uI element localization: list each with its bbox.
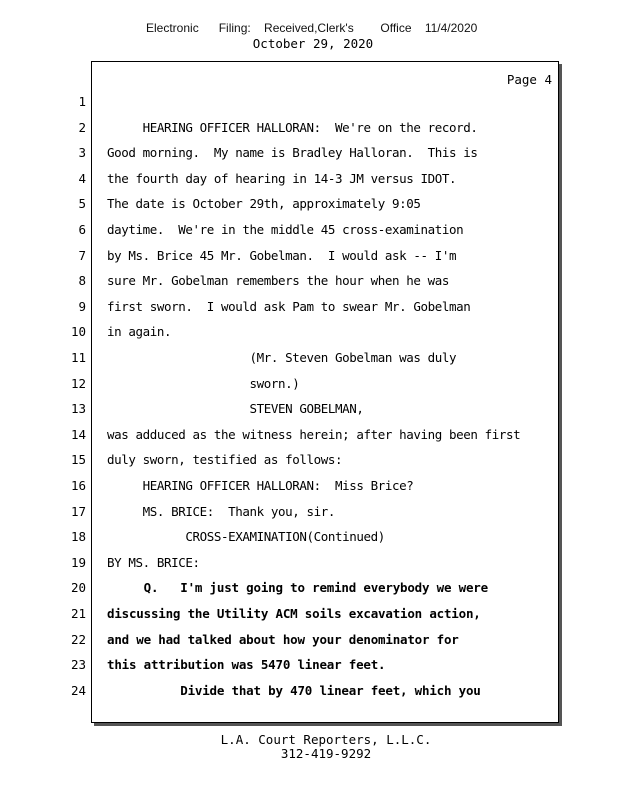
line-number: 14 [70, 426, 86, 442]
transcript-line [0, 553, 618, 573]
transcript-line [0, 630, 618, 650]
line-number: 19 [70, 554, 86, 570]
line-text: the fourth day of hearing in 14-3 JM versus IDOT. [107, 170, 457, 186]
line-number: 4 [78, 170, 86, 186]
line-text: MS. BRICE: Thank you, sir. [107, 503, 336, 519]
line-number: 21 [70, 606, 86, 621]
line-text: sworn.) [107, 375, 300, 391]
transcript-line [0, 297, 618, 317]
transcript-date: October 29, 2020 [252, 36, 374, 51]
line-text: BY MS. BRICE: [107, 554, 200, 570]
line-number: 15 [70, 452, 86, 468]
line-text: was adduced as the witness herein; after having been first [107, 426, 521, 442]
line-number: 17 [70, 503, 86, 519]
transcript-line [0, 118, 618, 138]
transcript-line [0, 425, 618, 445]
transcript-line [0, 322, 618, 342]
transcript-line [0, 169, 618, 189]
line-number: 18 [70, 529, 86, 545]
line-text: and we had talked about how your denominator for [107, 631, 459, 647]
transcript-line [0, 374, 618, 394]
transcript-line [0, 450, 618, 470]
line-number: 9 [78, 298, 86, 314]
line-text: first sworn. I would ask Pam to swear Mr. Gobelman [107, 298, 471, 314]
line-text: Q. I'm just going to remind everybody we were [107, 580, 488, 596]
line-number: 11 [70, 350, 86, 365]
line-number: 1 [78, 94, 86, 109]
transcript-line [0, 246, 618, 266]
line-text: in again. [107, 324, 172, 340]
transcript-line [0, 655, 618, 675]
line-number: 6 [78, 222, 86, 237]
reporter-phone: 312-419-9292 [280, 746, 372, 761]
page-number: Page 4 [506, 72, 552, 87]
line-text: HEARING OFFICER HALLORAN: Miss Brice? [107, 478, 414, 493]
reporter-company: L.A. Court Reporters, L.L.C. [220, 732, 432, 747]
line-text: sure Mr. Gobelman remembers the hour when he was [107, 273, 450, 289]
transcript-line [0, 271, 618, 291]
line-number: 10 [70, 324, 86, 340]
line-number: 3 [78, 145, 86, 161]
transcript-line [0, 399, 618, 419]
transcript-line [0, 143, 618, 163]
transcript-line [0, 578, 618, 598]
line-text: by Ms. Brice 45 Mr. Gobelman. I would ask -- I'm [107, 247, 457, 263]
transcript-line [0, 194, 618, 214]
line-number: 2 [78, 119, 86, 135]
transcript-line [0, 681, 618, 701]
line-number: 7 [78, 247, 86, 263]
line-text: The date is October 29th, approximately 9:05 [107, 196, 421, 212]
transcript-line [0, 92, 618, 112]
line-text: (Mr. Steven Gobelman was duly [107, 350, 457, 365]
line-text: discussing the Utility ACM soils excavation action, [107, 606, 481, 621]
line-text: CROSS-EXAMINATION(Continued) [107, 529, 385, 545]
efiling-stamp: Electronic Filing: Received,Clerk's Office 11/4/2020 [146, 21, 478, 35]
line-text: Good morning. My name is Bradley Halloran. This is [107, 145, 478, 161]
transcript-line [0, 476, 618, 496]
line-number: 12 [70, 375, 86, 391]
line-text: STEVEN GOBELMAN, [107, 401, 364, 417]
line-text: daytime. We're in the middle 45 cross-examination [107, 222, 464, 237]
line-number: 23 [70, 657, 86, 673]
line-number: 13 [70, 401, 86, 417]
line-text: Divide that by 470 linear feet, which you [107, 682, 481, 698]
line-number: 24 [70, 682, 86, 698]
line-number: 20 [70, 580, 86, 596]
line-number: 16 [70, 478, 86, 493]
line-text: duly sworn, testified as follows: [107, 452, 343, 468]
line-number: 22 [70, 631, 86, 647]
line-number: 5 [78, 196, 86, 212]
transcript-line [0, 604, 618, 624]
transcript-line [0, 220, 618, 240]
transcript-line [0, 527, 618, 547]
line-text: HEARING OFFICER HALLORAN: We're on the record. [107, 119, 478, 135]
line-number: 8 [78, 273, 86, 289]
transcript-line [0, 348, 618, 368]
footer [0, 733, 618, 761]
line-text: this attribution was 5470 linear feet. [107, 657, 386, 673]
transcript-line [0, 502, 618, 522]
